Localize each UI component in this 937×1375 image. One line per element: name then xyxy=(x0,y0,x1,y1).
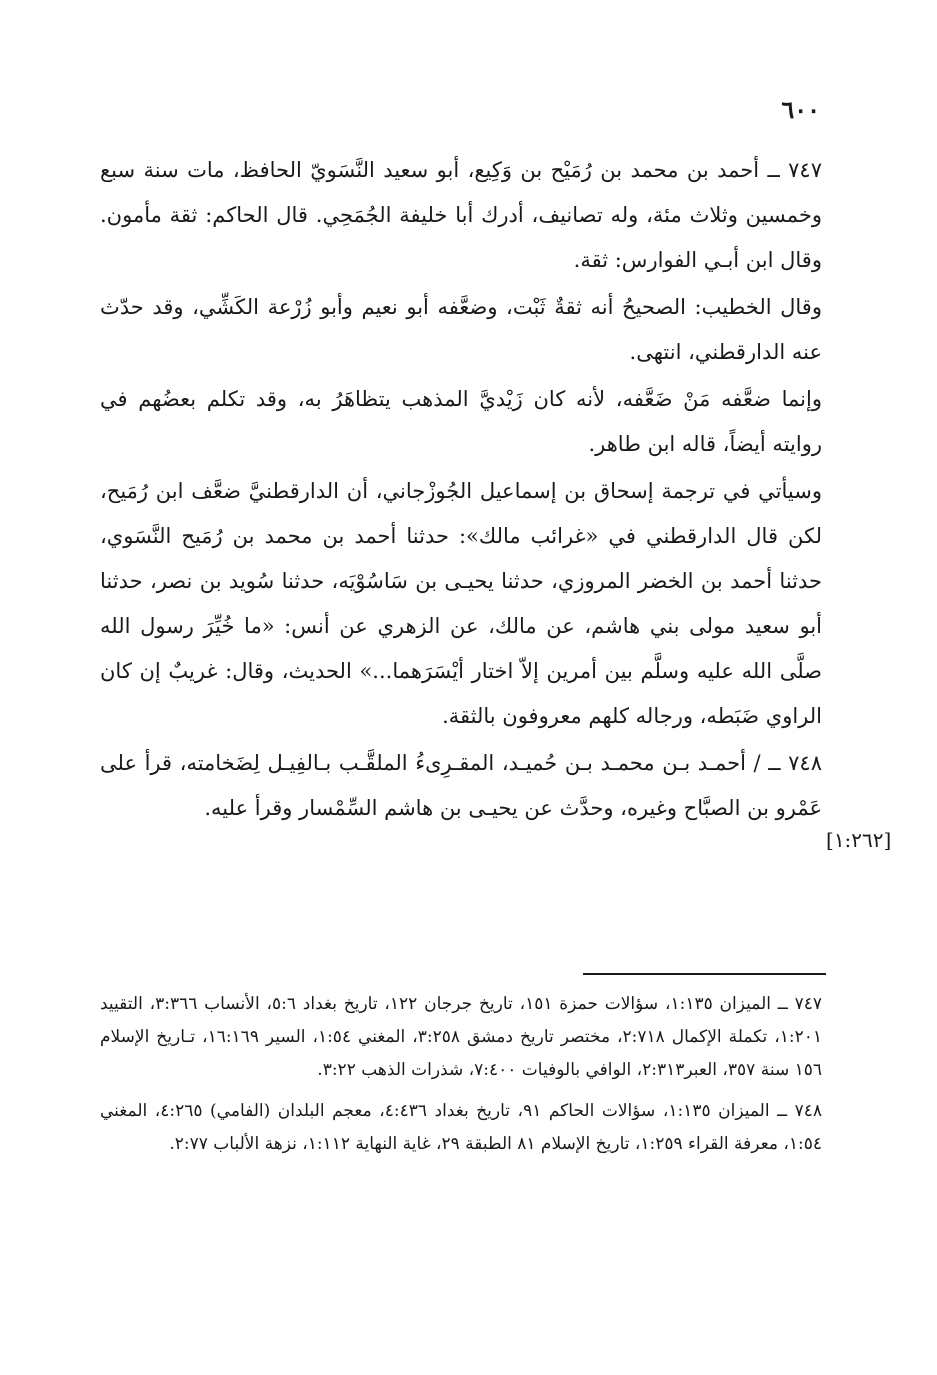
daraqutni-paragraph: وسيأتي في ترجمة إسحاق بن إسماعيل الجُوزْجاني، أن الدارقطنيَّ ضعَّف ابن رُمَيح، لكن قال الدارقطني في «غرائب مالك»: حدثنا أحمد بن محمد بن رُمَيح النَّسَوي، حدثنا أحمد بن الخضر المروزي، حدثنا يحيـى بن سَاسُوْيَه، حدثنا سُويد بن نصر، حدثنا أبو سعيد مولى بني هاشم، عن مالك، عن الزهري عن أنس: «ما خُيِّرَ رسول الله صلَّى الله عليه وسلَّم بين أمرين إلاّ اختار أيْسَرَهما...» الحديث، وقال: غريبٌ إن كان الراوي ضَبَطه، ورجاله كلهم معروفون بالثقة. xyxy=(100,479,822,728)
entry-747-paragraph: ٧٤٧ ــ أحمد بن محمد بن رُمَيْح بن وَكِيع، أبو سعيد النَّسَويّ الحافظ، مات سنة سبع وخمسين وثلاث مئة، وله تصانيف، أدرك أبا خليفة الجُمَحِي. قال الحاكم: ثقة مأمون. وقال ابن أبـي الفوارس: ثقة. xyxy=(100,158,822,272)
footnote-747: ٧٤٧ ــ الميزان ١:١٣٥، سؤالات حمزة ١٥١، تاريخ جرجان ١٢٢، تاريخ بغداد ٥:٦، الأنساب ٣:٣٦٦، التقييد ١:٢٠١، تكملة الإكمال ٢:٧١٨، مختصر تاريخ دمشق ٣:٢٥٨، المغني ١:٥٤، السير ١٦:١٦٩، تـاريخ الإسلام ١٥٦ سنة ٣٥٧، العبر٢:٣١٣، الوافي بالوفيات ٧:٤٠٠، شذرات الذهب ٣:٢٢. xyxy=(100,994,823,1080)
footnote-748: ٧٤٨ ــ الميزان ١:١٣٥، سؤالات الحاكم ٩١، تاريخ بغداد ٤:٤٣٦، معجم البلدان (الفامي) ٤:٢٦٥، المغني ١:٥٤، معرفة القراء ١:٢٥٩، تاريخ الإسلام ٨١ الطبقة ٢٩، غاية النهاية ١:١١٢، نزهة الألباب ٢:٧٧. xyxy=(100,1101,822,1154)
weakness-paragraph: وإنما ضعَّفه مَنْ ضَعَّفه، لأنه كان زَيْديَّ المذهب يتظاهَرُ به، وقد تكلم بعضُهم في روايته أيضاً، قاله ابن طاهر. xyxy=(100,387,822,456)
page-number: ٦٠٠ xyxy=(781,95,820,124)
footnotes xyxy=(100,988,822,1161)
entry-748-paragraph: ٧٤٨ ــ / أحمـد بـن محمـد بـن حُميـد، المقـرِىءُ الملقَّـب بـالفِيـل لِضَخامته، قرأ على عَمْرو بن الصبَّاح وغيره، وحدَّث عن يحيـى بن هاشم السِّمْسار وقرأ عليه. xyxy=(100,751,822,820)
khatib-paragraph: وقال الخطيب: الصحيحُ أنه ثقةٌ ثَبْت، وضعَّفه أبو نعيم وأبو زُرْعة الكَشِّي، وقد حدّث عنه الدارقطني، انتهى. xyxy=(100,295,822,364)
footnote-divider xyxy=(583,973,826,975)
main-text xyxy=(100,148,822,831)
margin-reference: [١:٢٦٢] xyxy=(826,828,892,852)
